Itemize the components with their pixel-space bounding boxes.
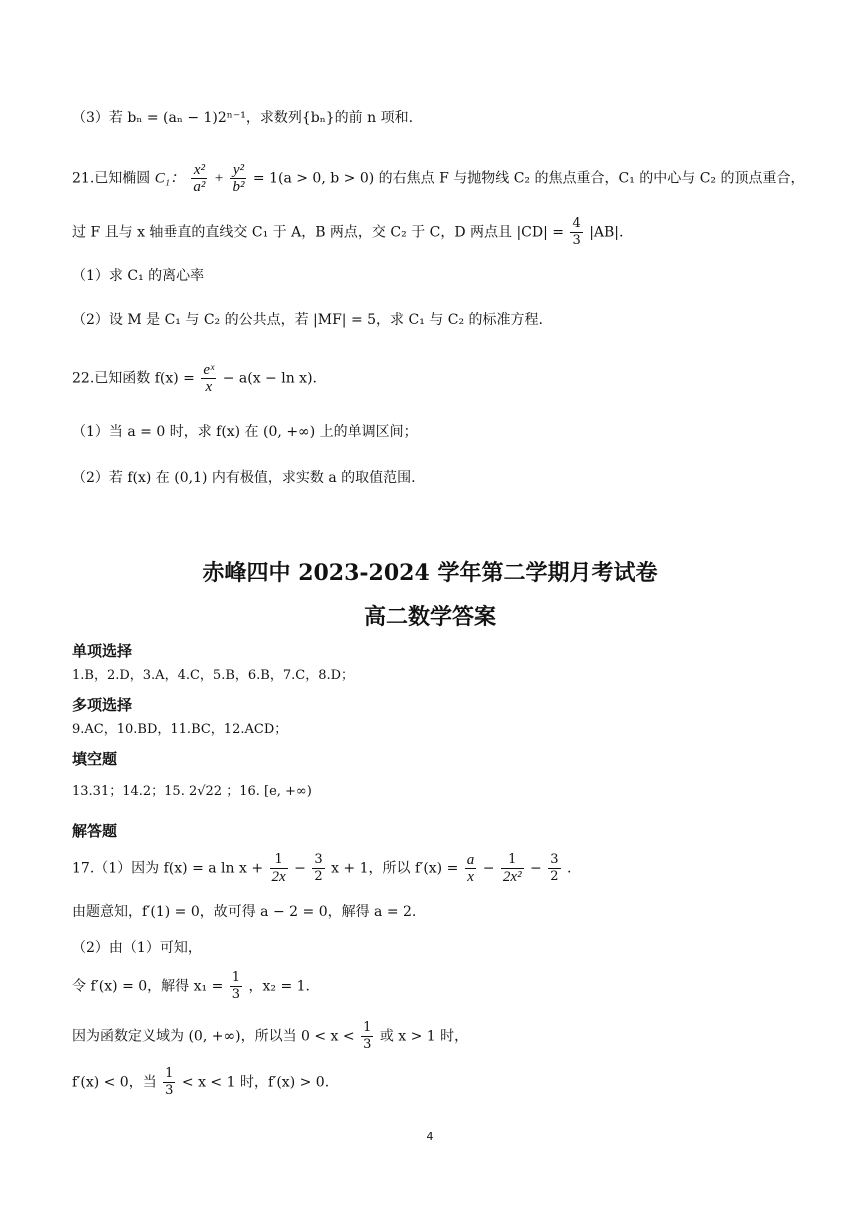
- solution-text: x + 1，所以 f′(x) =: [331, 860, 459, 877]
- solution-text: 因为函数定义域为 (0, +∞)，所以当 0 < x <: [72, 1028, 355, 1045]
- multi-choice-answers: 9.AC，10.BD，11.BC，12.ACD；: [72, 722, 288, 737]
- single-choice-heading: 单项选择: [72, 642, 133, 660]
- answer-subtitle: 高二数学答案: [363, 604, 496, 630]
- solution-text: 令 f′(x) = 0，解得 x₁ =: [72, 978, 224, 995]
- fraction: $\frac{4}{3}$: [572, 216, 581, 248]
- fill-blank-heading: 填空题: [72, 750, 118, 768]
- solution-17-line6: [72, 1066, 329, 1099]
- solution-17-line1: 17.（1）因为 f(x) = a ln x + $\frac{1}{2x}$ − $\frac{3}{2}$ x + 1，所以 f′(x) = $\frac{a}{x}$ − $\frac{1}{\text{2x²}}$ − $\frac{3}{2}$ .: [72, 852, 572, 885]
- fraction: $\frac{\text{x²}}{\text{a²}}$: [193, 162, 206, 195]
- problem-21-part-1: [72, 266, 204, 286]
- fraction: $\frac{1}{3}$: [165, 1066, 174, 1098]
- problem-text: 22.已知函数 f(x) =: [72, 370, 195, 387]
- problem-22-intro: [72, 362, 317, 395]
- answer-title: 赤峰四中 2023-2024 学年第二学期月考试卷: [202, 560, 658, 586]
- solution-17-line4: [72, 970, 310, 1003]
- problem-21-intro: 21.已知椭圆 C₁： $\frac{\text{x²}}{\text{a²}}$ + $\frac{\text{y²}}{\text{b²}}$ = 1(a > 0, b > 0) 的右焦点 F 与抛物线 C₂ 的焦点重合，C₁ 的中心与 C₂ 的顶点重合，: [72, 162, 805, 195]
- problem-text: （1）求 C₁ 的离心率: [72, 268, 205, 284]
- solution-17-line3: （2）由（1）可知，: [72, 940, 202, 956]
- solution-text: ，x₂ = 1.: [248, 978, 310, 995]
- problem-text: （2）设 M 是 C₁ 与 C₂ 的公共点，若 |MF| = 5，求 C₁ 与 C₂ 的标准方程.: [72, 312, 543, 328]
- problem-21-line2: [72, 216, 623, 249]
- problem-text: （1）当 a = 0 时，求 f(x) 在 (0, +∞) 上的单调区间；: [72, 424, 418, 440]
- fraction: $\frac{1}{3}$: [363, 1020, 372, 1052]
- solution-text: < x < 1 时，f′(x) > 0.: [181, 1074, 330, 1091]
- problem-text: （2）若 f(x) 在 (0,1) 内有极值，求实数 a 的取值范围.: [72, 470, 416, 486]
- fraction: $\frac{1}{3}$: [231, 970, 241, 1002]
- solution-17-line5: [72, 1020, 468, 1053]
- fraction: $\frac{\text{y²}}{\text{b²}}$: [232, 162, 245, 195]
- fraction: $\frac{3}{2}$: [314, 852, 323, 884]
- problem-text: − a(x − ln x).: [222, 370, 317, 387]
- fraction: $\frac{1}{\text{2x²}}$: [502, 852, 522, 885]
- multi-choice-heading: 多项选择: [72, 696, 133, 714]
- problem-text: |AB|.: [589, 224, 624, 241]
- solution-text: f′(x) < 0，当: [72, 1074, 157, 1091]
- solution-text: 17.（1）因为 f(x) = a ln x +: [72, 860, 264, 877]
- fraction: $\frac{1}{2x}$: [271, 852, 286, 885]
- solution-text: 或 x > 1 时，: [379, 1028, 469, 1045]
- solution-heading: 解答题: [72, 822, 118, 840]
- problem-20-part-3: [72, 108, 413, 128]
- problem-22-part-2: [72, 468, 416, 488]
- problem-21-part-2: [72, 310, 543, 330]
- fraction: $\frac{3}{2}$: [550, 852, 559, 884]
- problem-22-part-1: [72, 422, 418, 442]
- problem-text: 过 F 且与 x 轴垂直的直线交 C₁ 于 A，B 两点，交 C₂ 于 C，D 两点且 |CD| =: [72, 224, 564, 241]
- single-choice-answers: 1.B，2.D，3.A，4.C，5.B，6.B，7.C，8.D；: [72, 668, 355, 683]
- math-expr: C₁：: [154, 170, 185, 187]
- page-number: 4: [426, 1130, 434, 1143]
- problem-text: = 1(a > 0, b > 0) 的右焦点 F 与抛物线 C₂ 的焦点重合，C₁ 的中心与 C₂ 的顶点重合，: [252, 170, 805, 187]
- problem-text: （3）若 bₙ = (aₙ − 1)2ⁿ⁻¹，求数列{bₙ}的前 n 项和.: [72, 110, 414, 126]
- fraction: $\frac{a}{x}$: [466, 852, 475, 885]
- problem-text: 21.已知椭圆: [72, 170, 151, 187]
- fill-blank-answers: 13.31；14.2；15. 2√22 ；16. [e, +∞): [72, 784, 312, 799]
- solution-17-line2: 由题意知，f′(1) = 0，故可得 a − 2 = 0，解得 a = 2.: [72, 904, 417, 920]
- fraction: $\frac{\text{eˣ}}{x}$: [203, 362, 215, 395]
